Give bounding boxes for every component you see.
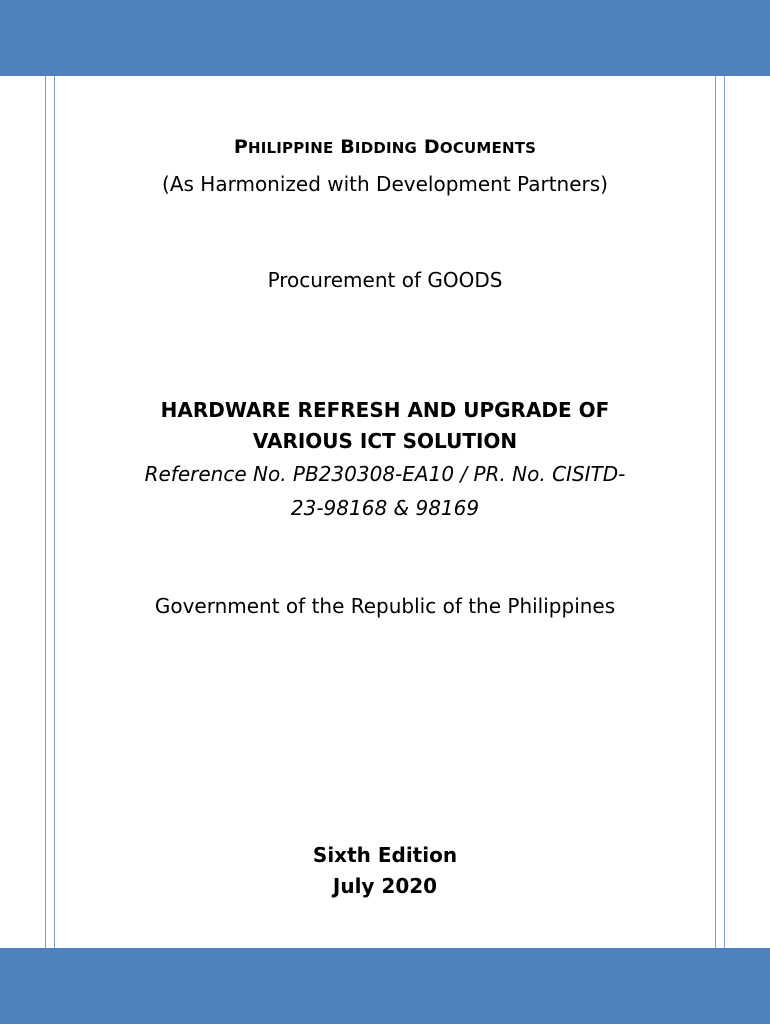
project-title-line-1: HARDWARE REFRESH AND UPGRADE OF bbox=[160, 398, 610, 422]
top-color-band bbox=[0, 0, 770, 76]
document-title bbox=[0, 136, 770, 158]
bottom-color-band bbox=[0, 948, 770, 1024]
procurement-type: Procurement of GOODS bbox=[267, 268, 503, 292]
title-word-2-initial: B bbox=[340, 136, 355, 158]
government-name: Government of the Republic of the Philippines bbox=[154, 594, 616, 618]
title-word-3-rest: OCUMENTS bbox=[439, 139, 537, 157]
title-word-1-rest: HILIPPINE bbox=[247, 139, 334, 157]
title-word-3-initial: D bbox=[423, 136, 440, 158]
document-subtitle: (As Harmonized with Development Partners) bbox=[162, 172, 608, 196]
title-word-2-rest: IDDING bbox=[354, 139, 418, 157]
reference-number-line-2: 23-98168 & 98169 bbox=[290, 496, 480, 520]
project-title-line-2: VARIOUS ICT SOLUTION bbox=[252, 429, 518, 453]
edition-date: July 2020 bbox=[332, 874, 438, 898]
reference-number-line-1: Reference No. PB230308-EA10 / PR. No. CISITD- bbox=[144, 462, 626, 486]
edition-label: Sixth Edition bbox=[312, 843, 458, 867]
title-word-1-initial: P bbox=[233, 136, 248, 158]
